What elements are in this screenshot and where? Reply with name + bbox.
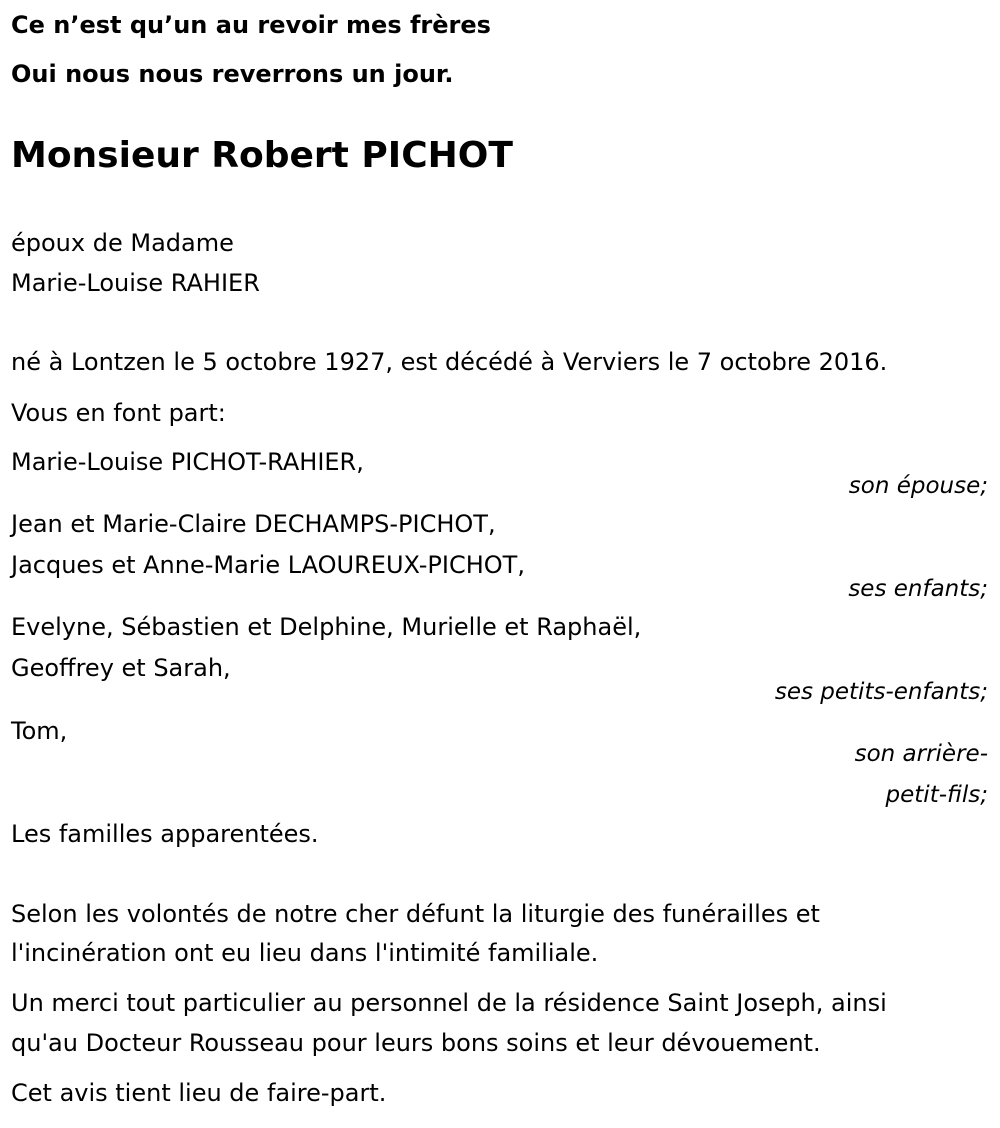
thanks-line-1: Un merci tout particulier au personnel de la résidence Saint Joseph, ainsi	[11, 989, 887, 1017]
spouse-relation: son épouse;	[848, 473, 988, 499]
spouse-line-1: époux de Madame	[11, 229, 234, 257]
grandchildren-line-2: Geoffrey et Sarah,	[11, 654, 231, 682]
grandchildren-relation: ses petits-enfants;	[774, 679, 988, 705]
great-grandchild-relation-line-1: son arrière-	[854, 741, 988, 767]
grandchildren-line-1: Evelyne, Sébastien et Delphine, Murielle et Raphaël,	[11, 613, 642, 641]
faire-part-notice: Cet avis tient lieu de faire-part.	[11, 1079, 387, 1107]
related-families: Les familles apparentées.	[11, 820, 319, 848]
birth-death-line: né à Lontzen le 5 octobre 1927, est décédé à Verviers le 7 octobre 2016.	[11, 348, 888, 376]
wishes-line-1: Selon les volontés de notre cher défunt la liturgie des funérailles et	[11, 900, 820, 928]
deceased-name: Monsieur Robert PICHOT	[11, 135, 513, 176]
children-line-2: Jacques et Anne-Marie LAOUREUX-PICHOT,	[11, 551, 525, 579]
verse-line-2: Oui nous nous reverrons un jour.	[11, 60, 454, 88]
children-relation: ses enfants;	[848, 576, 988, 602]
verse-line-1: Ce n’est qu’un au revoir mes frères	[11, 11, 491, 39]
thanks-line-2: qu'au Docteur Rousseau pour leurs bons soins et leur dévouement.	[11, 1029, 821, 1057]
great-grandchild-relation-line-2: petit-fils;	[885, 782, 988, 808]
announcement-intro: Vous en font part:	[11, 399, 226, 427]
spouse-line-2: Marie-Louise RAHIER	[11, 269, 260, 297]
children-line-1: Jean et Marie-Claire DECHAMPS-PICHOT,	[11, 510, 496, 538]
great-grandchild-name: Tom,	[11, 717, 68, 745]
wishes-line-2: l'incinération ont eu lieu dans l'intimité familiale.	[11, 939, 599, 967]
spouse-name: Marie-Louise PICHOT-RAHIER,	[11, 448, 364, 476]
